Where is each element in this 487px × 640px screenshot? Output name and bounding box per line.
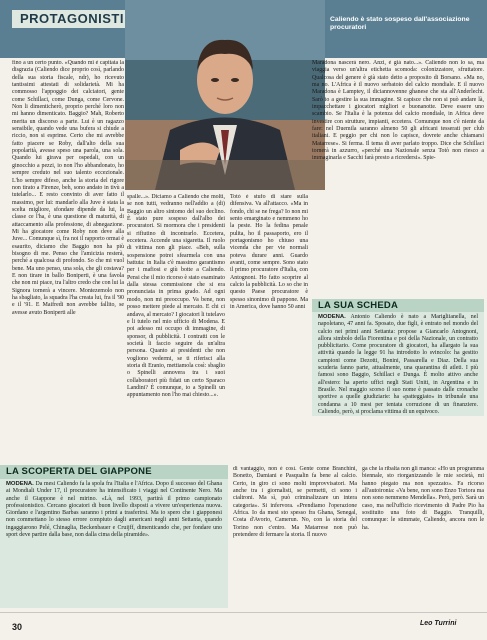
author-byline: Leo Turrini (420, 620, 457, 627)
article-text: ga che la ribalta non gli manca: «Ho un programma biennale, sto riorganizzando le mie società, mi hanno piegato ma non spezzato». Fa ricorso all'autoironia: «Va bene, non sono Enzo Tortora ma non sono nemmeno Mendella». Però, però. Sarà un caso, ma nell'ufficio ricevimento di Padre Pio ha sostituito una foto di Baggio. Tranquilli, comunque: le stimmate, Caliendo, ancora non le ha. (362, 466, 484, 531)
box-giappone-title: LA SCOPERTA DEL GIAPPONE (6, 466, 152, 477)
article-column-4 (312, 60, 484, 296)
section-label: PROTAGONISTI (12, 10, 132, 28)
portrait-illustration (125, 0, 325, 190)
article-text: Maradona nascerà nero. Anzi, è già nato...». Caliendo non lo sa, ma viaggia verso un'altra etichetta scomoda: colonizzatore, sfruttatore. Qualcosa del genere è già stato detto a proposito di Borsano. «Ma no, ma no. L'Africa è il nuovo serbatoio del calcio mondiale. E il nuovo Maradona è Lamptey, il diciannovenne ghanese che sta all'Anderlecht. Sarò io a gestire la sua immagine. Si capisce che non si può andare là, impacchettare i giocatori migliori e buonanotte. Deve essere uno scambio. Se l'Italia è la potenza del calcio mondiale, in Africa deve investire con strutture, impianti, eccetera. Comunque non c'è niente da fare: nel Duemila saranno almeno 50 gli africani tesserati per club italiani. E peggio per chi non lo capisce, dovrete anche chiamarsi Matarrese». Si ferma. Il tema di aver parlato troppo. Dice che Schillaci tornerà in azzurro, «perché una Nazionale senza Totò non riesco a immaginarla e Sacchi farà presto a ricredersi». Spie- (312, 60, 484, 162)
article-column-6 (362, 466, 484, 612)
article-text: spalle...». Diciamo a Caliendo che molti, se non tutti, vedranno nell'addio a (di) Baggio un altro sintomo del suo declino. È stato pure sospeso dall'albo dei procuratori. Si mormora che i presidenti si rifiutino di incontrarlo. Eccetera, eccetera. Accende una sigaretta. Il ruolo di vittima non gli piace. «Beh, sulla sospensione potrei sfearmela con una battuta: in Italia c'è massimo garantismo per i mafiosi e giù botte a Caliendo. Pensi che il mio ricorso è stato esaminato dalla stessa commissione che si era pronunciata in prima grado. Ad ogni modo, non mi preoccupo. Va bene, non posso mettere piede al mercato. E chi ci andava, al mercato? I giocatori li tutelavo e li tutelo nel mio ufficio di Modena. E poi adesso mi occupo di immagine, di sponsor, di pubblicità. I contratti con le società li faccio seguire da un'altra persona. Quanto ai presidenti che non vogliono vedermi, se ti riferisci alla storia di Eranio, mettiamola così: sbaglio o Spinelli annovera tra i suoi collaboratori più fidati un certo Sparaco Landini? È comunque, io a Spinelli un appuntamento non l'ho mai chiesto...». (127, 194, 225, 399)
box-scheda (312, 312, 484, 416)
article-text: Totò è stufo di stare sulla difensiva. Va all'attacco. «Ma in fondo, chi se ne frega? Io non mi sento emarginato e nemmeno ho la peste. Ho la fedina penale pulita, ho il passaporto, ero il portagonismo ho chiuso una vicenda che per vie normali poteva durare anni. Guardo avanti, come sempre. Sono stato il primo procuratore d'Italia, con Antognoni. Ho fatto scoprire al calcio la pubblicità. Lo so che in questo Paese procuratore è spesso sinonimo di pappone. Ma in America, dove hanno 50 anni (230, 194, 308, 311)
box-giappone-lead: MODENA. (6, 481, 34, 487)
article-text: di vantaggio, non è così. Gente come Branchini, Bonetto, Damiani e Pasqualin fa bene al calcio. Certo, in giro ci sono molti improvvisatori. Ma anche tra i giornalisti, se permetti, ci sono i cialtroni. Ma sì, può criminalizzare un intera categoria». Si infervora. «Prendiamo l'operazione Africa. Io da mesi sto spesso fra Ghana, Senegal, Costa d'Avorio, Camerun. No, con la storia del Torino non c'entro. Ma Matarrese non può pretendere di fermare la storia. Il nuovo (233, 466, 357, 539)
box-scheda-lead: MODENA. (318, 314, 346, 320)
page-number: 30 (12, 622, 23, 632)
box-giappone-header (0, 465, 228, 479)
footer-rule (0, 612, 487, 613)
article-text: fino a un certo punto. «Quando mi è capitata la disgrazia (Caliendo dice proprio così, parlando della sua storia fiscale, ndr), ho ricevuto tantissimi attestati di solidarietà. Mi ha commosso l'appoggio dei calciatori, gente come Schillaci, come Dunga, come Cervone. Non li dimenticherò, proprio perché loro non mi hanno dimenticato. Baggio? Mah, Roberto merita un discorso a parte. Lui è un ragazzo sensibile, quando vede una bufera si chiude a riccio, non si esprime. Certo che mi avrebbe fatto piacere se Roby, dall'alto della sua popolarità, avesse speso una parola, una sola. Quando lui girava per ospedali, con un ginocchio a pezzi, io non l'ho abbandonato, ho sempre creduto nel suo talento eccezionale. L'ho sempre difeso, anche la storia del rigore non tirato a Firenze, beh, sono andato in tivù a tutelarlo... E resto convinto di aver fatto il massimo, per lui: mandarlo alla Juve è stata la scelta migliore, sfondare dipende da lui, la classe ce l'ha, è una questione di maturità, di attaccamento alla professione, di abnegazione. Mi ha giocatore come Roby non deve alla Juve... Comunque sì, fra noi il rapporto ormai è esaurito, diciamo che Baggio non ha più bisogno di me. Penso che l'amicizia resterà, perché a qualcosa di profondo. So che mi vuol bene. Ma uno penso, una sola, che gli costava? E non tirare in ballo Boniperti, è una favola che non mi piace, tra l'altro credo che con lui la Signora tornerà a vincere. Montezemolo non ha sbagliato, la squadra l'ha creata lui, fra il '90 e il '91. E Maifredi non avrebbe fallito, se avesse avuto Boniperti alle (12, 60, 124, 316)
box-scheda-header (312, 299, 484, 312)
box-giappone-text: Da mesi Caliendo fa la spola fra l'Italia e l'Africa. Dopo il successo del Ghana ai Mondiali Under 17, il procuratore ha intensificato i viaggi nel Continente Nero. Ma anche il Giappone è nel mirino. «Là, nel 1993, partirà il primo campionato professionistico. Cercano giocatori di buon livello disposti a vivere un'esperienza nuova. Giordano e l'argentino Barbas saranno i primi a trasferirsi. Ma io spero che i giapponesi non commettano lo stesso errore compiuto dagli americani negli anni Settanta, quando ingaggiarono Pelé, Chinaglia, Beckenbauer e Cruijff, dimenticando che, per fondare uno sport deve partire dalla base, non dalla cima della piramide». (6, 481, 222, 539)
article-column-5 (233, 466, 357, 612)
box-giappone (0, 479, 228, 608)
box-scheda-text: Antonio Caliendo è nato a Marigliianella, nel napoletano, 47 anni fa. Sposato, due figli, è entrato nel mondo del calcio nei primi anni Settanta: propose a Giancarlo Antognoni, allora simbolo della Fiorentina e poi della Nazionale, un contratto pubblicitario. Come procuratore di giocatori, ha allargato la sua attività quando la legge 91 ha introdotto lo svincolo: ha gestito campioni come Dezotti, Bonini, Passarella e Diaz. Della sua scuderia fanno parte, attualmente, una quarantina di atleti. I più famosi sono Baggio, Schillaci e Dunga. È molto attivo anche all'estero: ha aperto uffici negli Stati Uniti, in Argentina e in Brasile. Nel maggio scorso il suo nome è passato dalle cronache sportive a quelle giudiziarie: ha «patteggiato» in tribunale una condanna a 10 mesi per tentata corruzione di un finanziere. Caliendo, però, si proclama vittima di un equivoco. (318, 314, 478, 415)
article-column-1 (12, 60, 124, 462)
photo-caption: Caliendo è stato sospeso dall'associazione procuratori (330, 16, 470, 32)
box-scheda-title: LA SUA SCHEDA (318, 300, 399, 311)
article-column-2 (127, 194, 225, 462)
article-column-3 (230, 194, 308, 462)
portrait-photo (125, 0, 325, 190)
